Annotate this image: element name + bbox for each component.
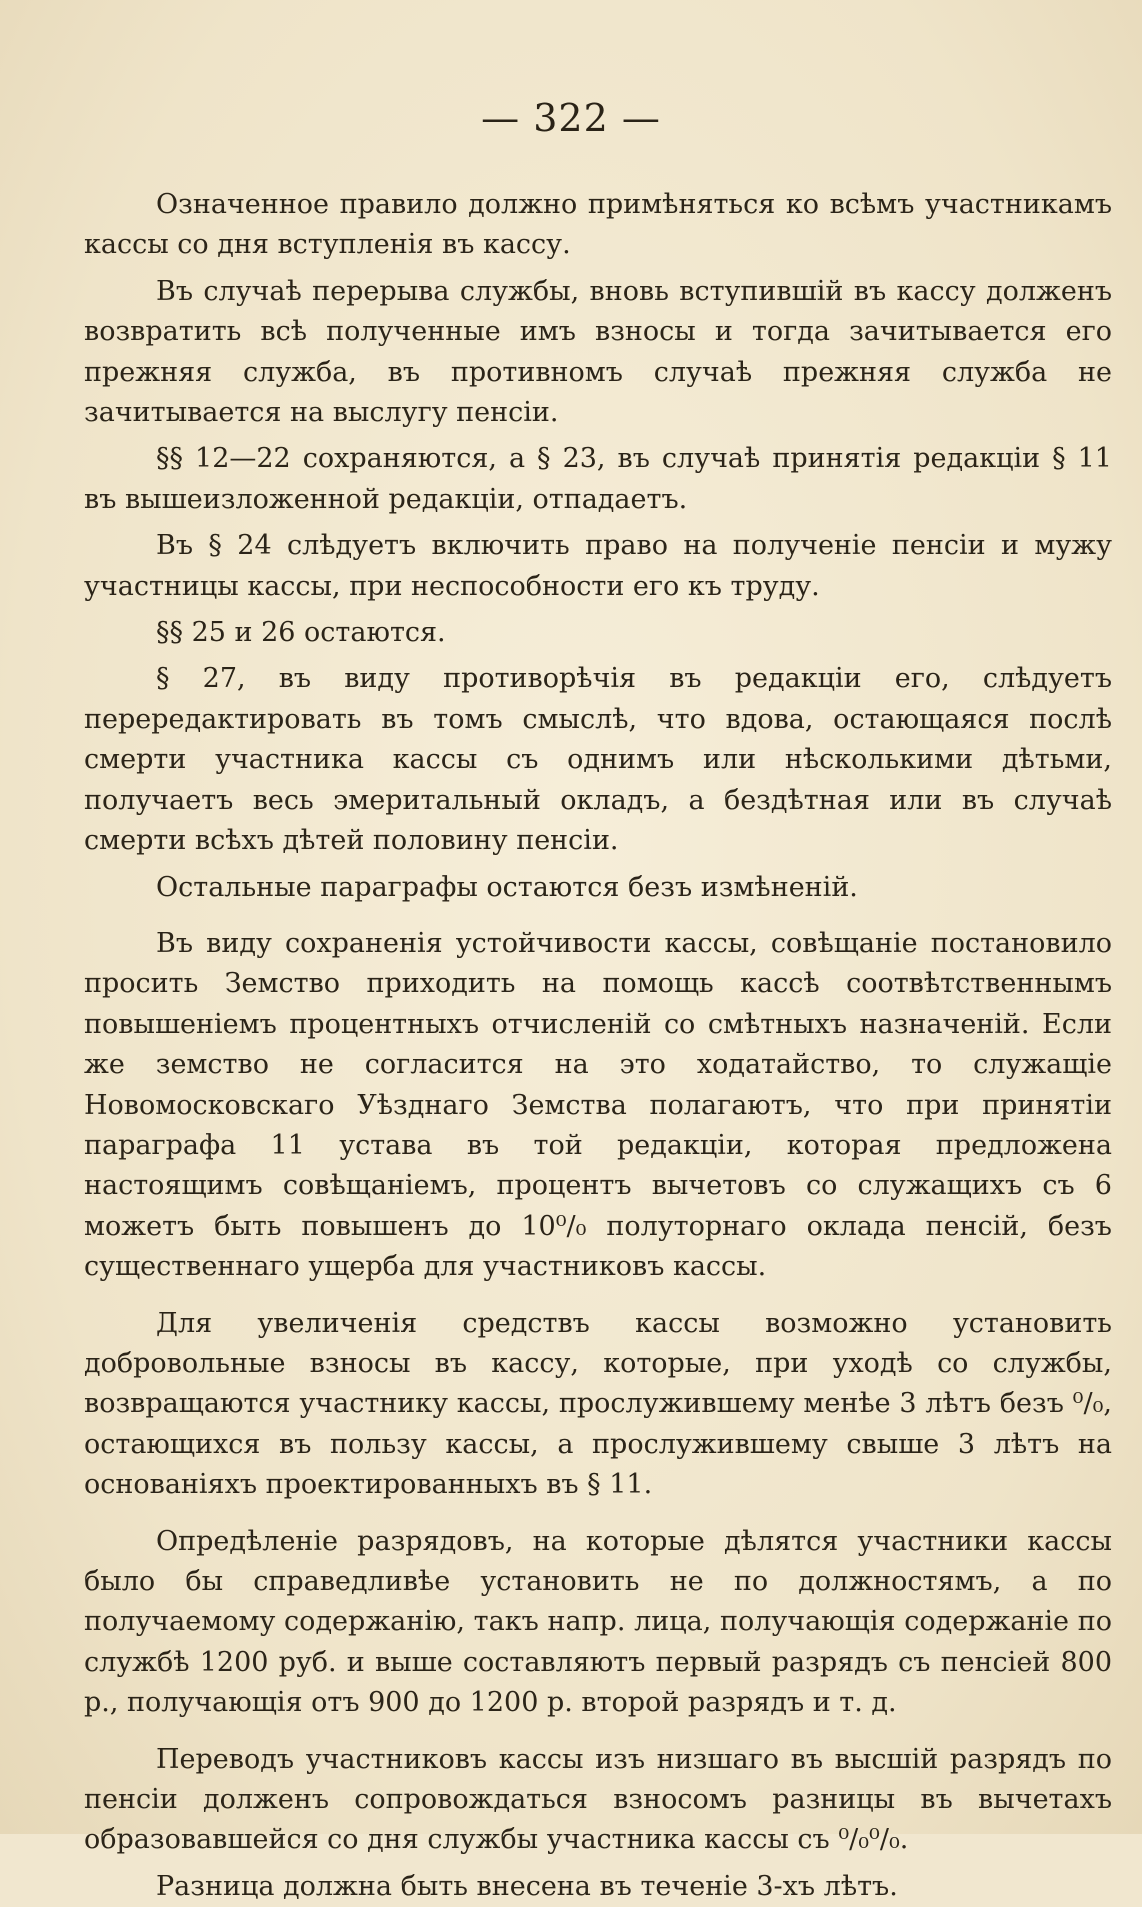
paragraph: Опредѣленіе разрядовъ, на которые дѣлятся участники кассы было бы справедливѣе установить не по должностямъ, а по получаемому содержанію, такъ напр. лица, получающія содержаніе по службѣ 1200 руб. и выше составляютъ первый разрядъ съ пенсіей 800 р., получающія отъ 900 до 1200 р. второй разрядъ и т. д. [84, 1525, 1112, 1719]
paragraph: §§ 25 и 26 остаются. [156, 617, 446, 649]
paragraph: Для увеличенія средствъ кассы возможно установить добровольные взносы въ кассу, которые, при уходѣ со службы, возвращаются участнику кассы, прослужившему менѣе 3 лѣтъ безъ ⁰/₀, остающихся въ пользу кассы, а прослужившему свыше 3 лѣтъ на основаніяхъ проектированныхъ въ § 11. [84, 1307, 1112, 1501]
paragraph: Переводъ участниковъ кассы изъ низшаго въ высшій разрядъ по пенсіи долженъ сопровождаться взносомъ разницы въ вычетахъ образовавшейся со дня службы участника кассы съ ⁰/₀⁰/₀. [84, 1743, 1112, 1856]
page-number: — 322 — [481, 96, 661, 140]
body-text [84, 185, 1112, 1907]
paragraph: § 27, въ виду противорѣчія въ редакціи его, слѣдуетъ перередактировать въ томъ смыслѣ, что вдова, остающаяся послѣ смерти участника кассы съ однимъ или нѣсколькими дѣтьми, получаетъ весь эмеритальный окладъ, а бездѣтная или въ случаѣ смерти всѣхъ дѣтей половину пенсіи. [84, 663, 1112, 857]
paragraph: Остальные параграфы остаются безъ измѣненій. [156, 871, 858, 903]
paragraph: Означенное правило должно примѣняться ко всѣмъ участникамъ кассы со дня вступленія въ кассу. [84, 189, 1112, 261]
paragraph: Въ § 24 слѣдуетъ включить право на полученіе пенсіи и мужу участницы кассы, при неспособности его къ труду. [84, 530, 1112, 602]
paragraph: §§ 12—22 сохраняются, а § 23, въ случаѣ принятія редакціи § 11 въ вышеизложенной редакціи, отпадаетъ. [84, 443, 1112, 515]
paragraph: Въ случаѣ перерыва службы, вновь вступившій въ кассу долженъ возвратить всѣ полученные имъ взносы и тогда зачитывается его прежняя служба, въ противномъ случаѣ прежняя служба не зачитывается на выслугу пенсіи. [84, 275, 1112, 429]
paragraph: Разница должна быть внесена въ теченіе 3-хъ лѣтъ. [156, 1870, 898, 1902]
paragraph: Въ виду сохраненія устойчивости кассы, совѣщаніе постановило просить Земство приходить на помощь кассѣ соотвѣтственнымъ повышеніемъ процентныхъ отчисленій со смѣтныхъ назначеній. Если же земство не согласится на это ходатайство, то служащіе Новомосковскаго Уѣзднаго Земства полагаютъ, что при принятіи параграфа 11 устава въ той редакціи, которая предложена настоящимъ совѣщаніемъ, процентъ вычетовъ со служащихъ съ 6 можетъ быть повышенъ до 10⁰/₀ полуторнаго оклада пенсій, безъ существеннаго ущерба для участниковъ кассы. [84, 927, 1112, 1283]
